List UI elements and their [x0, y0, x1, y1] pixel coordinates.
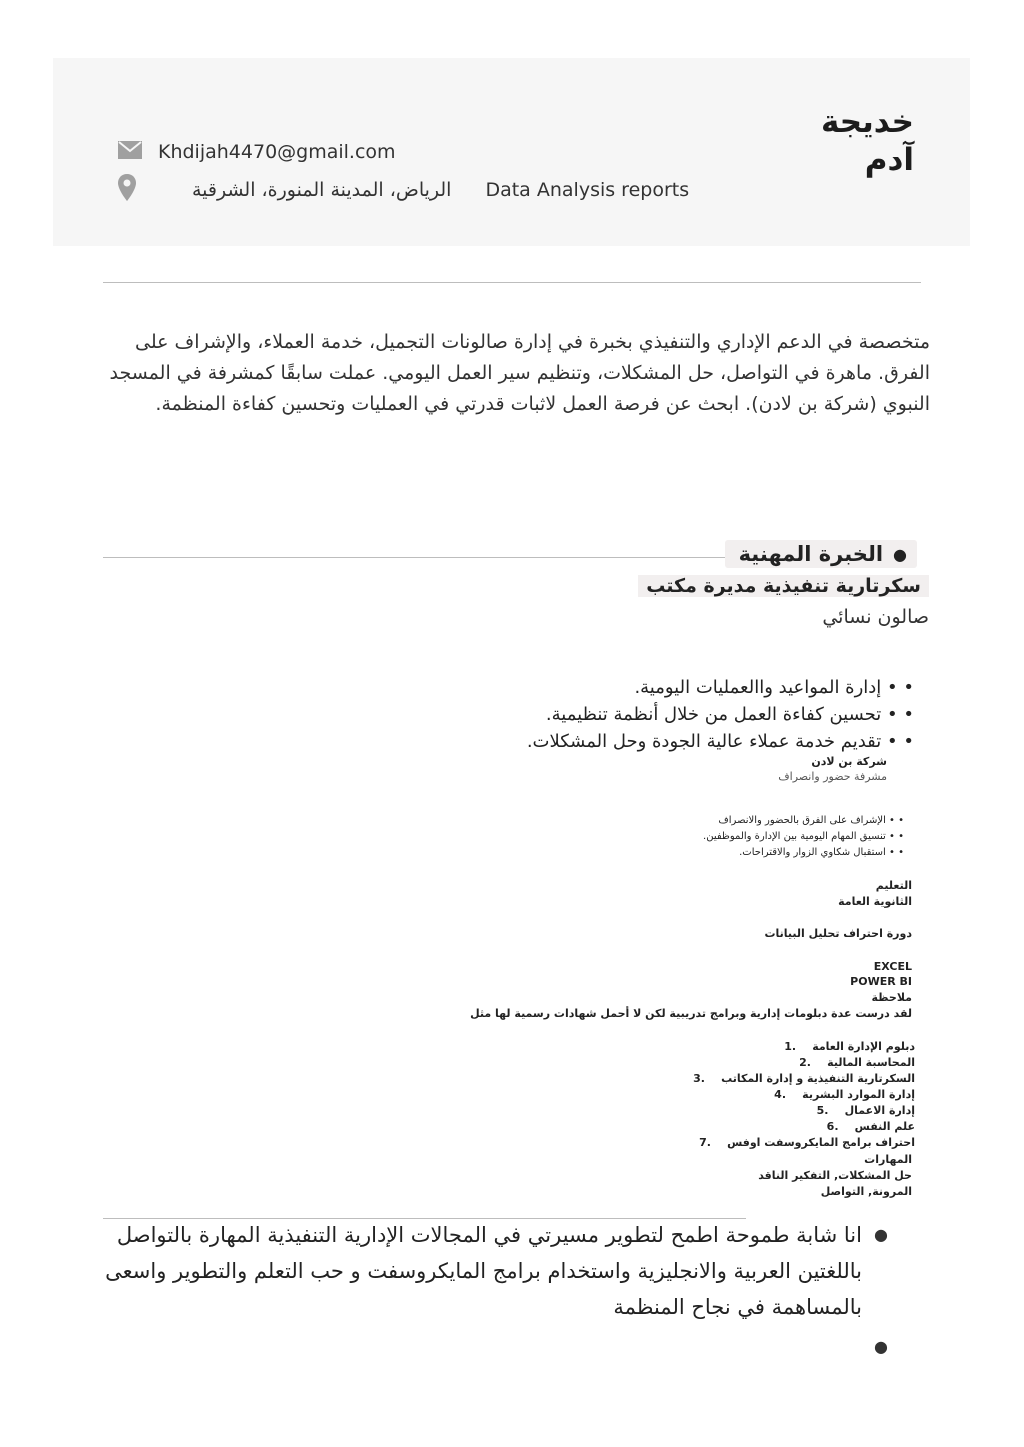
skills-heading: المهارات [864, 1153, 912, 1166]
header-extra-text: Data Analysis reports [485, 179, 690, 201]
list-item: • • تحسين كفاءة العمل من خلال أنظمة تنظيمية. [527, 701, 914, 728]
list-item: دبلوم الإدارة العامة1. [784, 1040, 915, 1053]
list-item: احتراف برامج المايكروسفت اوفس7. [699, 1136, 915, 1149]
list-item: علم النفس6. [826, 1120, 915, 1133]
bullet-icon: ● [893, 544, 907, 564]
divider [103, 557, 745, 558]
bullet-icon: ● [874, 1225, 888, 1244]
summary-line: متخصصة في الدعم الإداري والتنفيذي بخبرة في إدارة صالونات التجميل، خدمة العملاء، والإشراف على [135, 331, 930, 353]
job-duties-list [703, 813, 904, 861]
list-item: السكرتارية التنفيذية و إدارة المكاتب3. [693, 1072, 915, 1085]
objective-line: انا شابة طموحة اطمح لتطوير مسيرتي في المجالات الإدارية التنفيذية المهارة بالتواصل [116, 1223, 862, 1247]
candidate-name [821, 103, 914, 179]
email-row [118, 138, 396, 166]
divider [103, 282, 921, 283]
mail-icon [118, 141, 142, 164]
email-link[interactable]: Khdijah4470@gmail.com [158, 141, 396, 163]
objective-text [102, 1217, 862, 1325]
summary-line: النبوي (شركة بن لادن). ابحث عن فرصة العمل لاثبات قدرتي في العمليات وتحسين كفاءة المنظمة. [155, 393, 930, 415]
list-item: • • الإشراف على الفرق بالحضور والانصراف [703, 813, 904, 829]
job-duties-list [527, 674, 914, 755]
location-pin-icon [118, 174, 136, 206]
job-title: مشرفة حضور وانصراف [778, 770, 887, 783]
note-text: لقد درست عدة دبلومات إدارية وبرامج تدريبية لكن لا أحمل شهادات رسمية لها مثل [470, 1007, 912, 1020]
list-item: إدارة الاعمال5. [816, 1104, 915, 1117]
list-item: إدارة الموارد البشرية4. [774, 1088, 915, 1101]
list-item: • • تنسيق المهام اليومية بين الإدارة والموظفين. [703, 829, 904, 845]
skills-line: حل المشكلات, التفكير الناقد [758, 1169, 912, 1182]
location-text: الرياض، المدينة المنورة، الشرقية [192, 179, 452, 201]
job-title: سكرتارية تنفيذية مديرة مكتب [638, 575, 929, 597]
diploma-list [693, 1039, 915, 1151]
tool-item: POWER BI [850, 975, 912, 988]
objective-line: بالمساهمة في نجاح المنظمة [613, 1295, 862, 1319]
experience-heading-text: الخبرة المهنية [738, 542, 884, 566]
job-company: صالون نسائي [822, 606, 929, 628]
objective-line: باللغتين العربية والانجليزية واستخدام برامج المايكروسفت و حب التعلم والتطوير واسعى [105, 1259, 862, 1283]
list-item: المحاسبة المالية2. [799, 1056, 915, 1069]
name-last: آدم [864, 142, 914, 178]
bullet-icon: ● [874, 1337, 888, 1356]
job-company: شركة بن لادن [811, 755, 887, 768]
experience-heading [725, 540, 917, 568]
education-course: دورة احتراف تحليل البيانات [764, 927, 912, 940]
skills-line: المرونة, التواصل [820, 1185, 912, 1198]
name-first: خديجة [820, 104, 914, 140]
summary-line: الفرق. ماهرة في التواصل، حل المشكلات، وتنظيم سير العمل اليومي. عملت سابقًا كمشرفة في المسجد [109, 362, 930, 384]
list-item: • • استقبال شكاوي الزوار والاقتراحات. [703, 845, 904, 861]
note-heading: ملاحظة [871, 991, 912, 1004]
education-degree: الثانوية العامة [838, 895, 912, 908]
education-heading: التعليم [875, 879, 912, 892]
profile-summary [90, 327, 930, 420]
list-item: • • تقديم خدمة عملاء عالية الجودة وحل المشكلات. [527, 728, 914, 755]
list-item: • • إدارة المواعيد واالعمليات اليومية. [527, 674, 914, 701]
location-row [118, 174, 689, 206]
tool-item: EXCEL [873, 960, 912, 973]
